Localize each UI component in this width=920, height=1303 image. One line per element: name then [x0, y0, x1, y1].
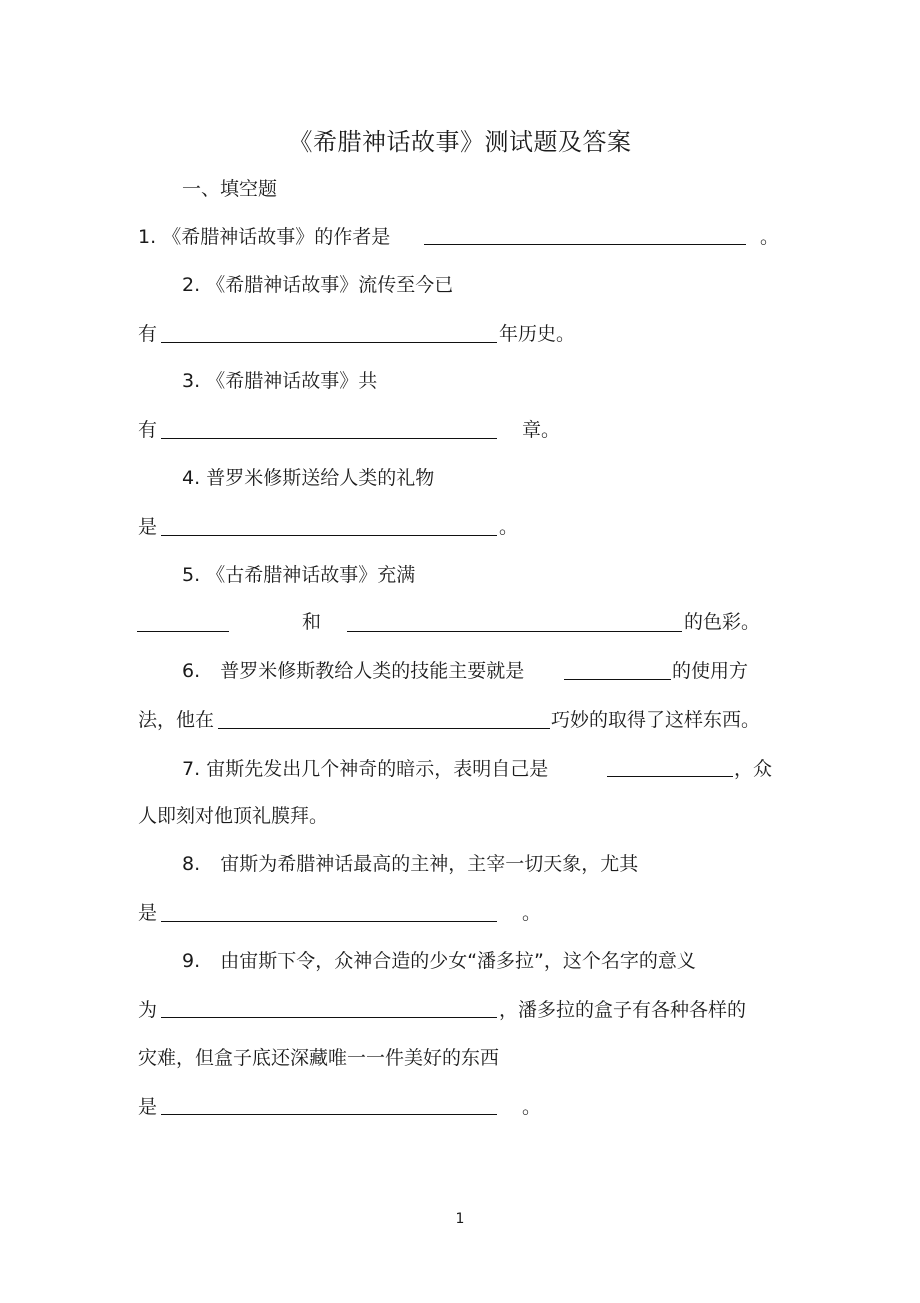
answer-blank[interactable]: [161, 342, 497, 343]
question-end: 。: [522, 902, 542, 924]
answer-blank[interactable]: [161, 1017, 497, 1018]
answer-blank[interactable]: [161, 438, 497, 439]
question-end: 的色彩。: [684, 611, 761, 633]
question-tail: ，众: [734, 758, 773, 780]
question-prefix: 有: [138, 419, 158, 441]
question-prefix: 是: [138, 902, 158, 924]
question-text: 《希腊神话故事》流传至今已: [206, 274, 454, 296]
answer-blank[interactable]: [161, 535, 497, 536]
question-prefix: 是: [138, 1096, 158, 1118]
question-number: 5.: [182, 564, 201, 586]
question-text: 《古希腊神话故事》充满: [206, 564, 416, 586]
answer-blank[interactable]: [347, 631, 682, 632]
question-text: 《希腊神话故事》共: [206, 370, 378, 392]
question-number: 8.: [182, 853, 201, 875]
question-end: 。: [760, 226, 780, 248]
question-6: [182, 658, 524, 684]
question-text: 普罗米修斯教给人类的技能主要就是: [220, 660, 525, 682]
section-heading: 一、填空题: [182, 178, 278, 200]
question-prefix: 是: [138, 516, 158, 538]
question-continuation: 灾难，但盒子底还深藏唯一一件美好的东西: [138, 1047, 500, 1069]
question-prefix: 法，他在: [138, 709, 215, 731]
question-text: 《希腊神话故事》的作者是: [162, 226, 391, 248]
answer-blank[interactable]: [564, 679, 671, 680]
question-continuation: 人即刻对他顶礼膜拜。: [138, 805, 329, 827]
answer-blank[interactable]: [424, 244, 746, 245]
question-mid: 和: [302, 611, 322, 633]
question-number: 4.: [182, 467, 201, 489]
question-text: 普罗米修斯送给人类的礼物: [206, 467, 435, 489]
question-5: [182, 562, 415, 588]
answer-blank[interactable]: [607, 776, 733, 777]
question-end: 。: [499, 516, 519, 538]
question-prefix: 为: [138, 999, 158, 1021]
question-tail: 的使用方: [672, 660, 749, 682]
question-end: 章。: [522, 419, 561, 441]
question-2: [182, 272, 453, 298]
question-number: 2.: [182, 274, 201, 296]
question-3: [182, 368, 377, 394]
question-number: 6.: [182, 660, 201, 682]
question-7: [182, 756, 548, 782]
question-text: 由宙斯下令，众神合造的少女“潘多拉”，这个名字的意义: [220, 950, 696, 972]
question-text: 宙斯先发出几个神奇的暗示，表明自己是: [206, 758, 549, 780]
question-number: 7.: [182, 758, 201, 780]
question-number: 3.: [182, 370, 201, 392]
question-number: 1.: [138, 226, 157, 248]
question-end: 巧妙的取得了这样东西。: [551, 709, 761, 731]
answer-blank[interactable]: [161, 1114, 497, 1115]
question-end: 。: [522, 1096, 542, 1118]
question-prefix: 有: [138, 323, 158, 345]
question-9: [182, 948, 696, 974]
page-number: 1: [455, 1211, 465, 1227]
document-title: 《希腊神话故事》测试题及答案: [288, 128, 632, 156]
question-end: 年历史。: [499, 323, 576, 345]
answer-blank[interactable]: [161, 921, 497, 922]
question-mid: ，潘多拉的盒子有各种各样的: [499, 999, 747, 1021]
question-4: [182, 465, 434, 491]
question-1: [138, 224, 390, 250]
answer-blank[interactable]: [137, 631, 229, 632]
question-8: [182, 851, 638, 877]
question-text: 宙斯为希腊神话最高的主神，主宰一切天象，尤其: [220, 853, 639, 875]
answer-blank[interactable]: [218, 728, 550, 729]
question-number: 9.: [182, 950, 201, 972]
